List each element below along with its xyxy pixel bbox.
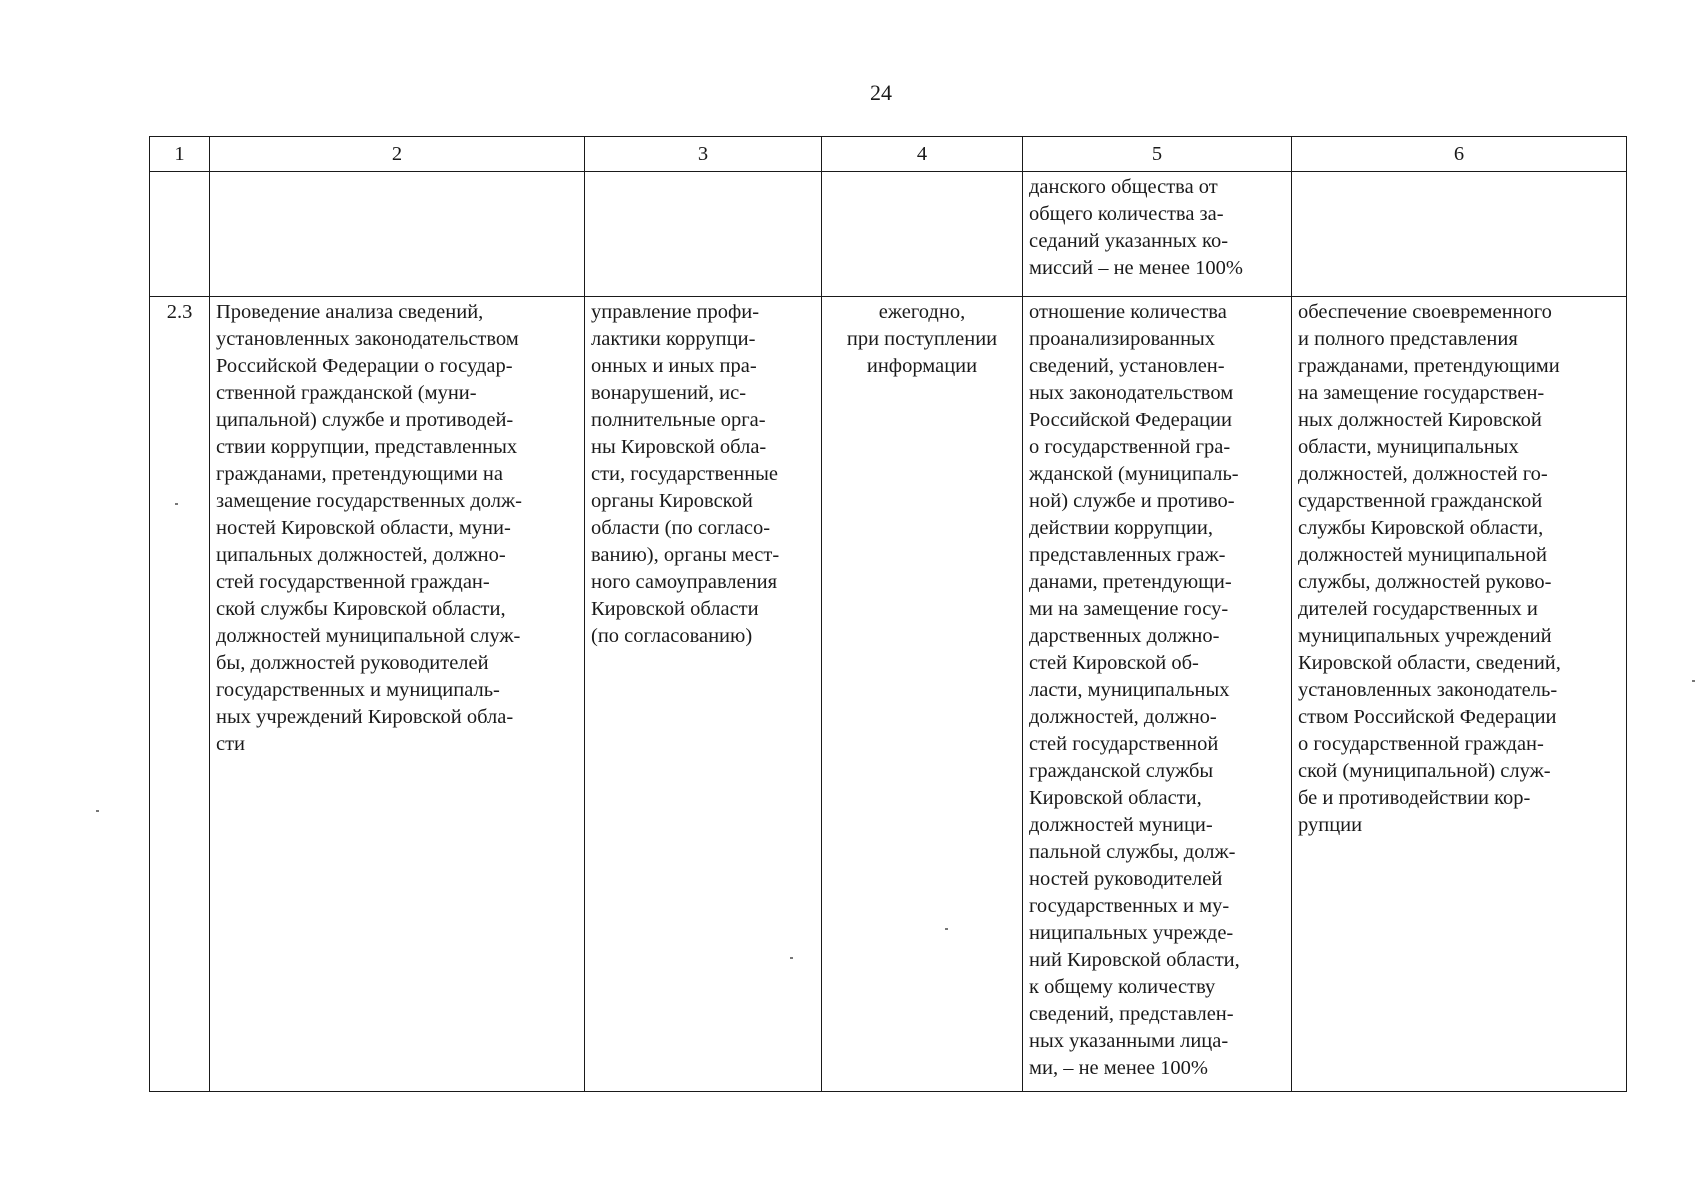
column-number-2: 2: [210, 137, 585, 172]
expected-result-text: обеспечение своевременного и полного представления гражданами, претендующими на замещение государствен- ных должностей Кировской области, муниципальных должностей, должностей го- сударственной гражданской службы Кировской области, должностей муниципальной службы, должностей руково- дителей государственных и муниципальных учреждений Кировской области, сведений, установленных законодатель- ством Российской Федерации о государственной граждан- ской (муниципальной) служ- бе и противодействии кор- рупции: [1298, 301, 1561, 836]
deadline-text: ежегодно, при поступлении информации: [846, 301, 998, 377]
column-number-6: 6: [1292, 137, 1627, 172]
column-number-header-row: [150, 137, 1627, 172]
executors-text: управление профи- лактики коррупци- онных и иных пра- вонарушений, ис- полнительные орга- ны Кировской обла- сти, государственные органы Кировской области (по согласо- ванию), органы мест- ного самоуправления Кировской области (по согласованию): [591, 301, 780, 647]
column-number-1: 1: [150, 137, 210, 172]
plan-table: [149, 136, 1627, 1092]
scan-speck: [945, 928, 948, 930]
column-number-5: 5: [1023, 137, 1292, 172]
expected-result-cell: [1292, 297, 1627, 1092]
continuation-cell-3: [585, 172, 822, 297]
table-row-2-3: [150, 297, 1627, 1092]
measure-cell: [210, 297, 585, 1092]
continuation-indicator-text: данского общества от общего количества за- седаний указанных ко- миссий – не менее 100%: [1029, 176, 1243, 279]
scan-speck: [1692, 680, 1695, 682]
continuation-row: [150, 172, 1627, 297]
scan-speck: [790, 957, 793, 959]
continuation-cell-1: [150, 172, 210, 297]
page-number: 24: [870, 80, 892, 105]
row-number: 2.3: [166, 301, 193, 323]
continuation-cell-5: [1023, 172, 1292, 297]
continuation-cell-4: [822, 172, 1023, 297]
row-number-cell: [150, 297, 210, 1092]
column-number-4: 4: [822, 137, 1023, 172]
continuation-cell-2: [210, 172, 585, 297]
continuation-cell-6: [1292, 172, 1627, 297]
scan-speck: [96, 810, 99, 812]
executors-cell: [585, 297, 822, 1092]
deadline-cell: [822, 297, 1023, 1092]
scan-speck: [175, 503, 178, 505]
column-number-3: 3: [585, 137, 822, 172]
indicator-text: отношение количества проанализированных сведений, установлен- ных законодательством Российской Федерации о государственной гра- жданской (муниципаль- ной) службе и противо- действии коррупции, представленных граж- данами, претендующи- ми на замещение госу- дарственных должно- стей Кировской об- ласти, муниципальных должностей, должно- стей государственной гражданской службы Кировской области, должностей муници- пальной службы, долж- ностей руководителей государственных и му- ниципальных учрежде- ний Кировской области, к общему количеству сведений, представлен- ных указанными лица- ми, – не менее 100%: [1029, 301, 1240, 1079]
measure-text: Проведение анализа сведений, установленных законодательством Российской Федерации о государ- ственной гражданской (муни- ципальной) службе и противодей- ствии коррупции, представленных гражданами, претендующими на замещение государственных долж- ностей Кировской области, муни- ципальных должностей, должно- стей государственной граждан- ской службы Кировской области, должностей муниципальной служ- бы, должностей руководителей государственных и муниципаль- ных учреждений Кировской обла- сти: [216, 301, 522, 755]
indicator-cell: [1023, 297, 1292, 1092]
